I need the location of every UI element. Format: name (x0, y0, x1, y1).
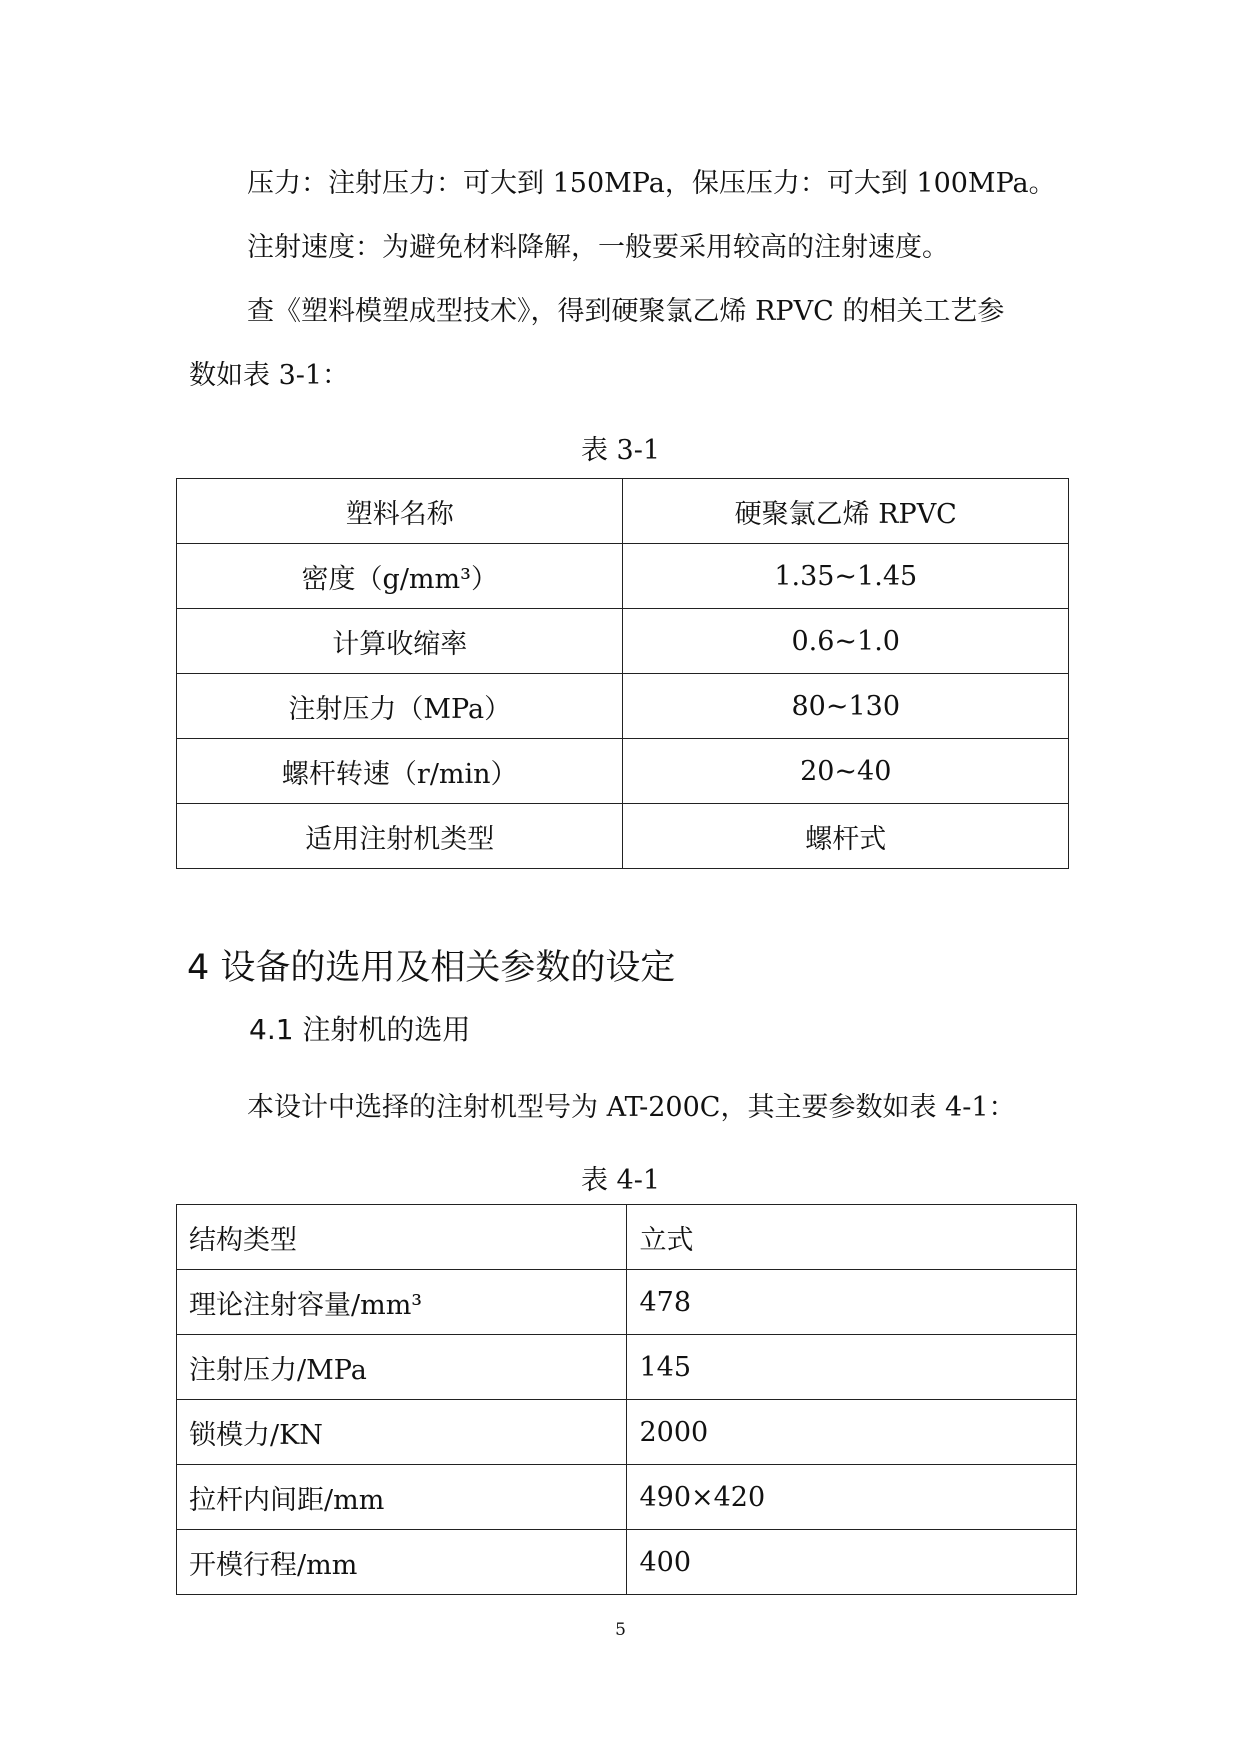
page-number: 5 (615, 1620, 626, 1640)
table-cell: 2000 (627, 1400, 1077, 1465)
section-heading-4: 4 设备的选用及相关参数的设定 (187, 948, 676, 988)
table-cell: 拉杆内间距/mm (177, 1465, 627, 1530)
table-cell: 478 (627, 1270, 1077, 1335)
table-cell: 硬聚氯乙烯 RPVC (623, 479, 1069, 544)
table-row (177, 1530, 1077, 1595)
table-row (177, 1205, 1077, 1270)
table-cell: 螺杆转速（r/min） (177, 739, 623, 804)
table-4-1-caption: 表 4-1 (580, 1165, 661, 1196)
table-row (177, 1400, 1077, 1465)
table-row (177, 479, 1069, 544)
table-4-1 (176, 1204, 1077, 1595)
table-row (177, 674, 1069, 739)
table-cell: 80~130 (623, 674, 1069, 739)
table-cell: 结构类型 (177, 1205, 627, 1270)
table-row (177, 609, 1069, 674)
table-cell: 注射压力/MPa (177, 1335, 627, 1400)
table-cell: 1.35~1.45 (623, 544, 1069, 609)
table-cell: 塑料名称 (177, 479, 623, 544)
table-cell: 螺杆式 (623, 804, 1069, 869)
table-row (177, 1465, 1077, 1530)
table-cell: 490×420 (627, 1465, 1077, 1530)
paragraph-pressure: 压力：注射压力：可大到 150MPa，保压压力：可大到 100MPa。 (247, 168, 1056, 199)
paragraph-injection-speed: 注射速度：为避免材料降解，一般要采用较高的注射速度。 (247, 232, 949, 263)
table-3-1 (176, 478, 1069, 869)
table-row (177, 1270, 1077, 1335)
table-cell: 理论注射容量/mm³ (177, 1270, 627, 1335)
table-cell: 计算收缩率 (177, 609, 623, 674)
table-row (177, 544, 1069, 609)
table-cell: 适用注射机类型 (177, 804, 623, 869)
table-cell: 锁模力/KN (177, 1400, 627, 1465)
table-cell: 400 (627, 1530, 1077, 1595)
table-cell: 0.6~1.0 (623, 609, 1069, 674)
table-row (177, 739, 1069, 804)
paragraph-reference-line2: 数如表 3-1： (189, 360, 350, 391)
table-cell: 开模行程/mm (177, 1530, 627, 1595)
table-3-1-caption: 表 3-1 (580, 435, 661, 466)
table-cell: 注射压力（MPa） (177, 674, 623, 739)
table-cell: 密度（g/mm³） (177, 544, 623, 609)
table-cell: 145 (627, 1335, 1077, 1400)
table-cell: 立式 (627, 1205, 1077, 1270)
table-cell: 20~40 (623, 739, 1069, 804)
table-row (177, 1335, 1077, 1400)
table-row (177, 804, 1069, 869)
paragraph-reference-line1: 查《塑料模塑成型技术》，得到硬聚氯乙烯 RPVC 的相关工艺参 (247, 296, 1005, 327)
subsection-heading-4-1: 4.1 注射机的选用 (249, 1013, 471, 1046)
paragraph-machine-selection: 本设计中选择的注射机型号为 AT-200C，其主要参数如表 4-1： (247, 1092, 1016, 1123)
